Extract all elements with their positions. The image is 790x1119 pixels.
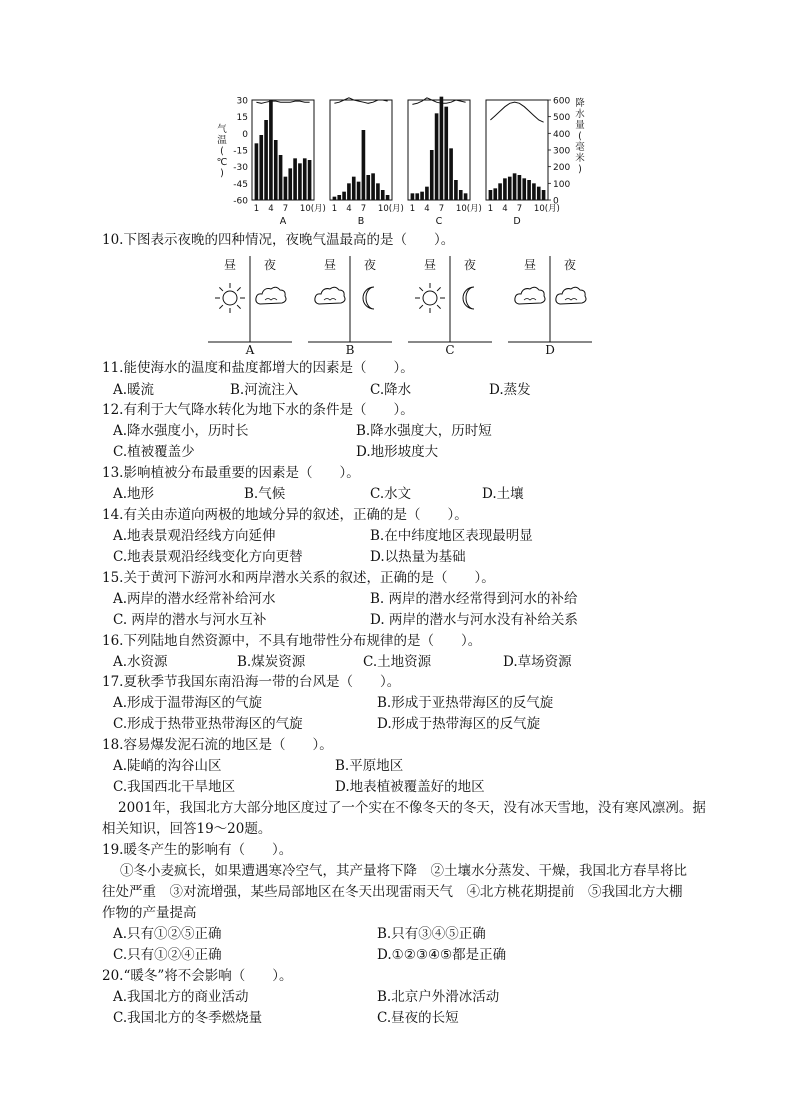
precip-bar bbox=[342, 192, 346, 200]
q13-stem: 13.影响植被分布最重要的因素是（ ）。 bbox=[102, 465, 360, 481]
q11-option-b: B.河流注入 bbox=[230, 382, 299, 398]
precip-bar bbox=[308, 160, 312, 200]
q16-option-a: A.水资源 bbox=[113, 654, 168, 670]
month-tick-label: 4 bbox=[346, 204, 352, 214]
sun-icon-ray bbox=[437, 305, 441, 309]
precip-bar bbox=[430, 150, 434, 200]
precip-bar bbox=[411, 193, 415, 200]
cloud-icon-outline bbox=[515, 287, 545, 304]
q19-option-a: A.只有①②⑤正确 bbox=[113, 926, 222, 942]
q16-option-d: D.草场资源 bbox=[503, 654, 572, 670]
q13-option-a: A.地形 bbox=[113, 486, 155, 502]
temperature-axis bbox=[217, 97, 249, 207]
q14-option-a: A.地表景观沿经线方向延伸 bbox=[113, 528, 276, 544]
precip-axis-label-char: 米 bbox=[575, 153, 585, 164]
q14-stem: 14.有关由赤道向两极的地域分异的叙述，正确的是（ ）。 bbox=[102, 507, 468, 523]
precip-bar bbox=[269, 100, 273, 200]
day-night-panel-a bbox=[208, 256, 292, 357]
q12-stem: 12.有利于大气降水转化为地下水的条件是（ ）。 bbox=[102, 402, 414, 418]
precip-bar bbox=[303, 158, 307, 200]
panel-label: B bbox=[345, 343, 355, 357]
night-label: 夜 bbox=[363, 258, 377, 272]
q13-option-b: B.气候 bbox=[244, 486, 286, 502]
precip-bar bbox=[435, 113, 439, 200]
climate-charts-figure bbox=[210, 94, 590, 226]
panel-label: A bbox=[245, 343, 255, 357]
precip-bar bbox=[352, 177, 356, 200]
panel-label: D bbox=[513, 216, 521, 226]
precip-tick-label: 500 bbox=[553, 113, 571, 124]
month-tick-label: 4 bbox=[424, 204, 430, 214]
temperature-line bbox=[412, 98, 465, 105]
precip-bar bbox=[464, 193, 468, 200]
precip-bar bbox=[522, 178, 526, 200]
panel-label: B bbox=[357, 216, 365, 226]
precip-bar bbox=[527, 180, 531, 200]
day-night-panel-c bbox=[408, 256, 492, 357]
q19-option-b: B.只有③④⑤正确 bbox=[377, 926, 486, 942]
q13-option-c: C.水文 bbox=[370, 486, 412, 502]
month-tick-label: 10(月) bbox=[299, 204, 326, 214]
q12-option-d: D.地形坡度大 bbox=[356, 444, 439, 460]
night-label: 夜 bbox=[563, 258, 577, 272]
cloud-icon-detail bbox=[524, 299, 536, 301]
cloud-icon-outline bbox=[256, 287, 286, 304]
precip-bar bbox=[376, 183, 380, 200]
q11-stem: 11.能使海水的温度和盐度都增大的因素是（ ）。 bbox=[102, 360, 414, 376]
precip-bar bbox=[440, 97, 444, 200]
precip-bar bbox=[357, 182, 361, 200]
q18-stem: 18.容易爆发泥石流的地区是（ ）。 bbox=[102, 737, 333, 753]
q15-option-d: D. 两岸的潜水与河水没有补给关系 bbox=[370, 612, 578, 628]
q18-option-b: B.平原地区 bbox=[335, 758, 404, 774]
q19-body-line-3: 作物的产量提高 bbox=[102, 905, 197, 921]
sun-icon-ray bbox=[237, 305, 241, 309]
q19-stem: 19.暖冬产生的影响有（ ）。 bbox=[102, 842, 293, 858]
precip-bar bbox=[498, 183, 502, 200]
q20-stem: 20.“暖冬”将不会影响（ ）。 bbox=[102, 968, 293, 984]
precip-bar bbox=[284, 177, 288, 200]
precip-tick-label: 200 bbox=[553, 163, 571, 174]
day-night-panel-d bbox=[508, 256, 592, 357]
q12-option-c: C.植被覆盖少 bbox=[113, 444, 195, 460]
precip-bar bbox=[255, 143, 259, 200]
precip-bar bbox=[333, 197, 337, 200]
temp-tick-label: -30 bbox=[233, 163, 248, 174]
precip-tick-label: 600 bbox=[553, 96, 571, 107]
temperature-line bbox=[334, 98, 387, 104]
precip-axis-label-char: 毫 bbox=[575, 142, 585, 153]
cloud-icon-outline bbox=[315, 287, 345, 304]
temp-axis-label-char: ( bbox=[220, 146, 224, 157]
cloud-icon-detail bbox=[565, 299, 577, 301]
temp-tick-label: -15 bbox=[233, 146, 248, 157]
climate-panel-a bbox=[252, 100, 326, 226]
day-label: 昼 bbox=[523, 258, 537, 272]
sun-icon-ray bbox=[219, 287, 223, 291]
month-tick-label: 4 bbox=[268, 204, 274, 214]
q18-option-a: A.陡峭的沟谷山区 bbox=[113, 758, 222, 774]
q14-option-d: D.以热量为基础 bbox=[370, 549, 466, 565]
sun-icon-disk bbox=[423, 291, 437, 305]
precip-bar bbox=[489, 190, 493, 200]
month-tick-label: 4 bbox=[502, 204, 508, 214]
precip-bar bbox=[454, 180, 458, 200]
precip-axis-label-char: ( bbox=[578, 131, 582, 142]
question-10-stem: 10.下图表示夜晚的四种情况，夜晚气温最高的是（ ）。 bbox=[102, 232, 455, 248]
precip-tick-label: 400 bbox=[553, 129, 571, 140]
day-night-figure bbox=[200, 252, 600, 358]
q17-option-c: C.形成于热带亚热带海区的气旋 bbox=[113, 716, 303, 732]
q15-option-a: A.两岸的潜水经常补给河水 bbox=[113, 591, 276, 607]
q18-option-c: C.我国西北干旱地区 bbox=[113, 779, 236, 795]
q20-option-b: B.北京户外滑冰活动 bbox=[377, 989, 500, 1005]
climate-panel-b bbox=[330, 98, 404, 226]
temp-axis-label-char: ℃ bbox=[216, 157, 228, 168]
q17-option-b: B.形成于亚热带海区的反气旋 bbox=[377, 695, 554, 711]
q14-option-b: B.在中纬度地区表现最明显 bbox=[370, 528, 533, 544]
month-tick-label: 7 bbox=[360, 204, 367, 214]
precip-bar bbox=[532, 183, 536, 200]
precip-bar bbox=[518, 175, 522, 200]
q19-body-line-1: ①冬小麦疯长，如果遭遇寒冷空气，其产量将下降 ②土壤水分蒸发、干燥，我国北方春旱将比 bbox=[120, 863, 687, 879]
cloud-icon-detail bbox=[265, 299, 277, 301]
precip-bar bbox=[337, 195, 341, 200]
precip-tick-label: 0 bbox=[553, 196, 559, 207]
q20-option-a: A.我国北方的商业活动 bbox=[113, 989, 249, 1005]
climate-panels bbox=[252, 97, 560, 226]
sun-icon-ray bbox=[419, 287, 423, 291]
q16-option-b: B.煤炭资源 bbox=[237, 654, 306, 670]
q20-option-d: C.昼夜的长短 bbox=[377, 1010, 459, 1026]
month-tick-label: 7 bbox=[282, 204, 289, 214]
temperature-line bbox=[490, 102, 543, 122]
precip-bar bbox=[508, 177, 512, 200]
precip-bar bbox=[279, 155, 283, 200]
q14-option-c: C.地表景观沿经线变化方向更替 bbox=[113, 549, 303, 565]
day-label: 昼 bbox=[323, 258, 337, 272]
night-label: 夜 bbox=[263, 258, 277, 272]
panel-frame bbox=[408, 100, 470, 200]
precip-bar bbox=[298, 163, 302, 200]
precipitation-axis bbox=[548, 97, 585, 207]
temp-axis-label-char: 气 bbox=[217, 124, 227, 135]
temp-tick-label: 0 bbox=[242, 129, 248, 140]
precip-bar bbox=[513, 173, 517, 200]
moon-icon bbox=[463, 287, 474, 309]
panel-label: A bbox=[279, 216, 287, 226]
q15-option-c: C. 两岸的潜水与河水互补 bbox=[113, 612, 267, 628]
night-label: 夜 bbox=[463, 258, 477, 272]
precip-bar bbox=[537, 187, 541, 200]
q11-option-c: C.降水 bbox=[370, 382, 412, 398]
precip-axis-label-char: ) bbox=[578, 164, 582, 175]
precip-axis-label-char: 水 bbox=[575, 109, 585, 120]
q18-option-d: D.地表植被覆盖好的地区 bbox=[335, 779, 485, 795]
temp-tick-label: -60 bbox=[233, 196, 248, 207]
temp-tick-label: 30 bbox=[236, 96, 248, 107]
precip-tick-label: 100 bbox=[553, 179, 571, 190]
precip-bar bbox=[366, 175, 370, 200]
moon-icon bbox=[363, 287, 374, 309]
temp-axis-label-char: 温 bbox=[217, 135, 227, 146]
precip-bar bbox=[259, 135, 263, 200]
month-tick-label: 1 bbox=[409, 204, 416, 214]
q17-option-a: A.形成于温带海区的气旋 bbox=[113, 695, 263, 711]
sun-icon-ray bbox=[419, 305, 423, 309]
q19-body-line-2: 往处严重 ③对流增强，某些局部地区在冬天出现雷雨天气 ④北方桃花期提前 ⑤我国北方大棚 bbox=[102, 884, 683, 900]
day-night-panels bbox=[208, 256, 592, 357]
day-label: 昼 bbox=[423, 258, 437, 272]
panel-label: C bbox=[445, 343, 455, 357]
q17-stem: 17.夏秋季节我国东南沿海一带的台风是（ ）。 bbox=[102, 674, 401, 690]
q15-option-b: B. 两岸的潜水经常得到河水的补给 bbox=[370, 591, 578, 607]
month-tick-label: 1 bbox=[331, 204, 338, 214]
month-tick-label: 10(月) bbox=[533, 204, 560, 214]
passage-line-1: 2001年，我国北方大部分地区度过了一个实在不像冬天的冬天，没有冰天雪地，没有寒风凛冽。据 bbox=[118, 800, 706, 816]
temp-tick-label: 15 bbox=[236, 113, 248, 124]
precip-bar bbox=[362, 130, 366, 200]
precip-bar bbox=[274, 140, 278, 200]
sun-icon-ray bbox=[237, 287, 241, 291]
precip-bar bbox=[459, 190, 463, 200]
precip-axis-label-char: 降 bbox=[575, 98, 585, 109]
q17-option-d: D.形成于热带海区的反气旋 bbox=[377, 716, 541, 732]
passage-line-2: 相关知识，回答19～20题。 bbox=[102, 821, 272, 837]
precip-bar bbox=[264, 120, 268, 200]
precip-bar bbox=[493, 188, 497, 200]
precip-tick-label: 300 bbox=[553, 146, 571, 157]
q16-stem: 16.下列陆地自然资源中，不具有地带性分布规律的是（ ）。 bbox=[102, 633, 482, 649]
climate-panel-d bbox=[486, 100, 560, 226]
precip-bar bbox=[420, 192, 424, 200]
q19-option-c: C.只有①②④正确 bbox=[113, 947, 222, 963]
sun-icon-ray bbox=[219, 305, 223, 309]
precip-bar bbox=[542, 190, 546, 200]
precip-bar bbox=[347, 183, 351, 200]
precip-bar bbox=[381, 190, 385, 200]
month-tick-label: 7 bbox=[516, 204, 523, 214]
panel-frame bbox=[330, 100, 392, 200]
temp-axis-label-char: ) bbox=[220, 168, 224, 179]
climate-panel-c bbox=[408, 97, 482, 226]
q19-option-d: D.①②③④⑤都是正确 bbox=[377, 947, 507, 963]
q20-option-c: C.我国北方的冬季燃烧量 bbox=[113, 1010, 263, 1026]
precip-bar bbox=[425, 187, 429, 200]
temperature-line bbox=[256, 101, 309, 103]
precip-bar bbox=[415, 193, 419, 200]
q12-option-a: A.降水强度小，历时长 bbox=[113, 423, 249, 439]
precip-bar bbox=[449, 148, 453, 200]
q12-option-b: B.降水强度大，历时短 bbox=[356, 423, 492, 439]
q11-option-a: A.暖流 bbox=[113, 382, 155, 398]
q16-option-c: C.土地资源 bbox=[363, 654, 432, 670]
panel-label: D bbox=[545, 343, 555, 357]
month-tick-label: 1 bbox=[487, 204, 494, 214]
precip-bar bbox=[371, 173, 375, 200]
panel-label: C bbox=[435, 216, 443, 226]
precip-bar bbox=[503, 178, 507, 200]
temp-tick-label: -45 bbox=[233, 179, 248, 190]
precip-bar bbox=[444, 107, 448, 200]
month-tick-label: 1 bbox=[253, 204, 260, 214]
precip-axis-label-char: 量 bbox=[575, 120, 585, 131]
day-night-panel-b bbox=[308, 256, 392, 357]
cloud-icon-detail bbox=[324, 299, 336, 301]
cloud-icon-outline bbox=[556, 287, 586, 304]
month-tick-label: 7 bbox=[438, 204, 445, 214]
precip-bar bbox=[386, 195, 390, 200]
sun-icon-ray bbox=[437, 287, 441, 291]
sun-icon-disk bbox=[223, 291, 237, 305]
precip-bar bbox=[288, 168, 292, 200]
q11-option-d: D.蒸发 bbox=[489, 382, 531, 398]
month-tick-label: 10(月) bbox=[455, 204, 482, 214]
month-tick-label: 10(月) bbox=[377, 204, 404, 214]
precip-bar bbox=[293, 158, 297, 200]
q13-option-d: D.土壤 bbox=[482, 486, 524, 502]
day-label: 昼 bbox=[223, 258, 237, 272]
q15-stem: 15.关于黄河下游河水和两岸潜水关系的叙述，正确的是（ ）。 bbox=[102, 570, 495, 586]
